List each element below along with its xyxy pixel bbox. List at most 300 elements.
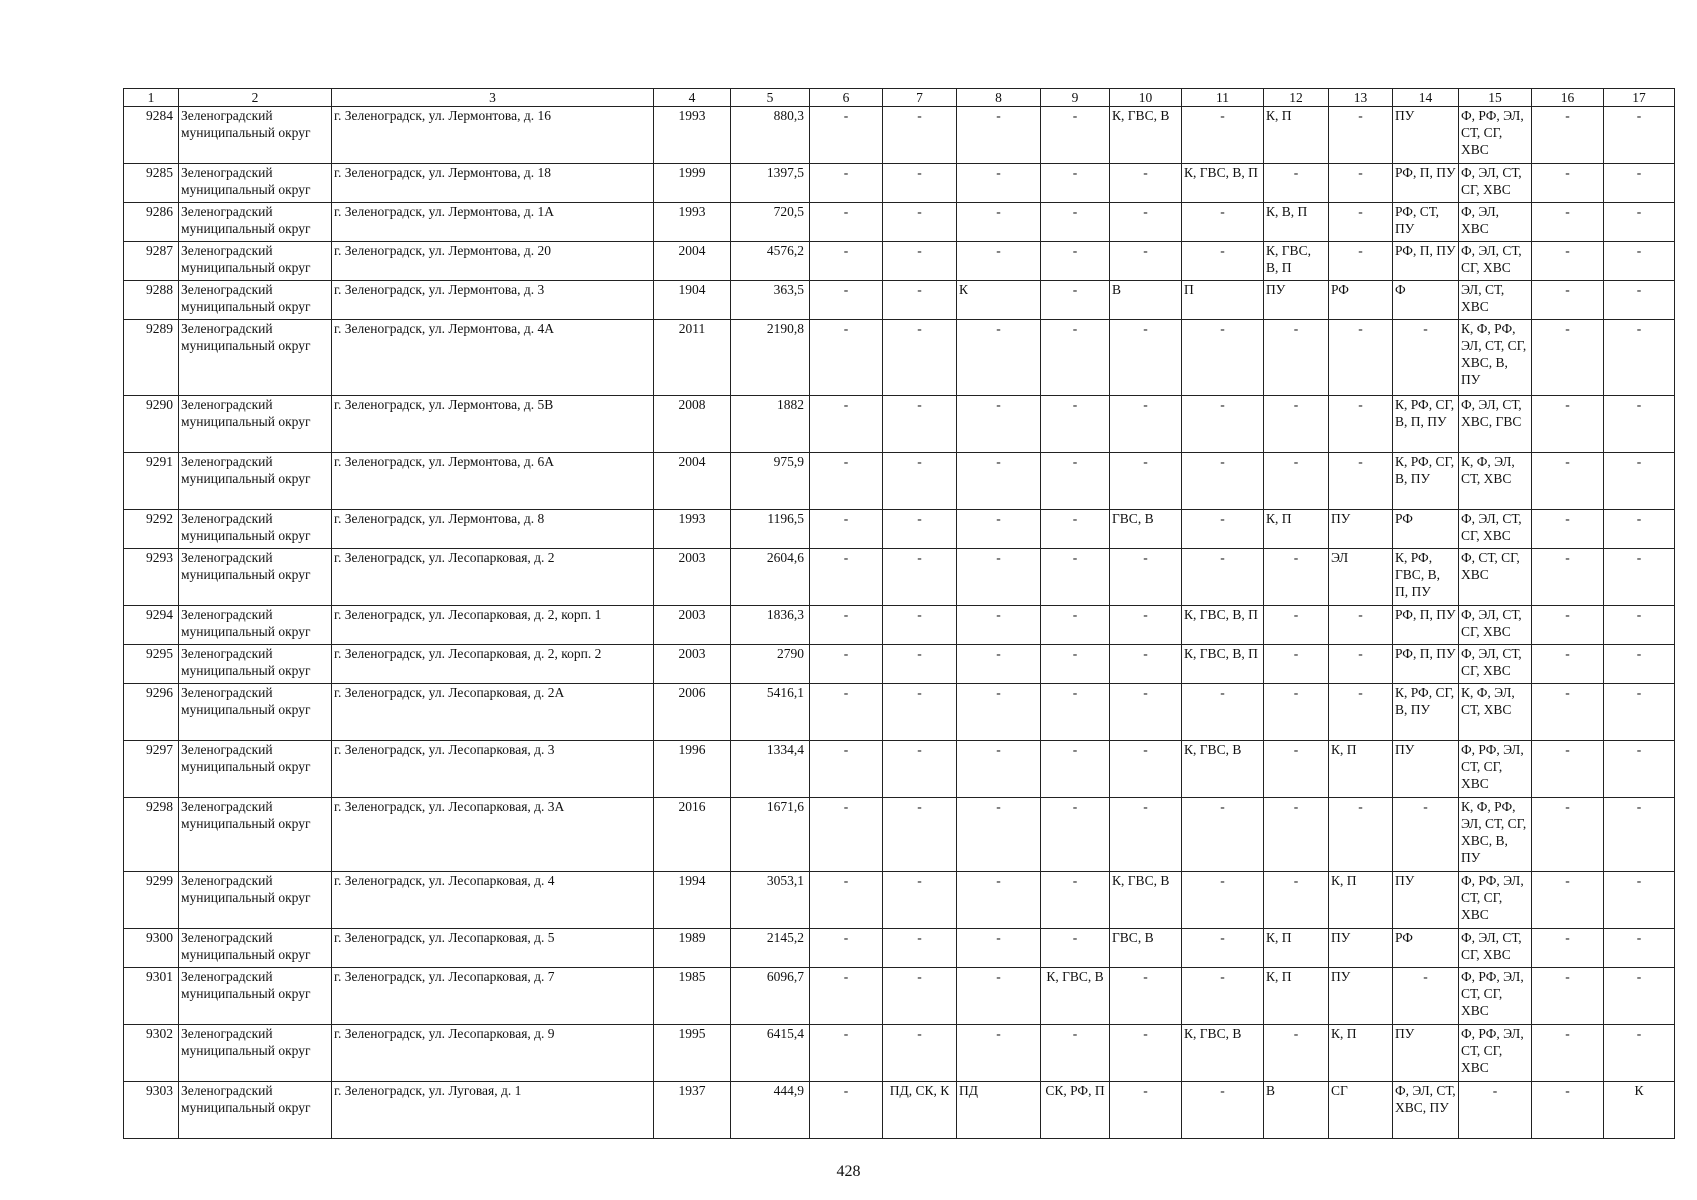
table-row [124,242,1675,281]
table-cell: 2008 [654,396,731,453]
table-cell: 9290 [124,396,179,453]
table-cell: - [957,606,1041,645]
table-cell: - [1264,684,1329,741]
table-cell: - [1110,396,1182,453]
table-cell: Зеленоградский муниципальный округ [179,396,332,453]
table-cell: - [810,1082,883,1139]
table-cell: К, П [1264,929,1329,968]
table-cell: Ф, ЭЛ, СТ, СГ, ХВС [1459,164,1532,203]
table-cell: Зеленоградский муниципальный округ [179,453,332,510]
table-cell: - [957,242,1041,281]
table-cell: ПУ [1264,281,1329,320]
table-cell: Ф, ЭЛ, СТ, СГ, ХВС [1459,929,1532,968]
table-cell: - [810,684,883,741]
table-cell: - [957,320,1041,396]
table-cell: 1996 [654,741,731,798]
table-cell: Зеленоградский муниципальный округ [179,645,332,684]
table-cell: г. Зеленоградск, ул. Лермонтова, д. 5В [332,396,654,453]
table-cell: - [883,606,957,645]
table-cell: Ф, РФ, ЭЛ, СТ, СГ, ХВС [1459,107,1532,164]
table-cell: - [1329,798,1393,872]
table-cell: 1882 [731,396,810,453]
table-cell: г. Зеленоградск, ул. Лермонтова, д. 18 [332,164,654,203]
table-cell: - [1393,320,1459,396]
table-cell: - [1182,203,1264,242]
table-cell: - [1532,453,1604,510]
table-cell: Зеленоградский муниципальный округ [179,164,332,203]
table-cell: - [1264,798,1329,872]
table-cell: 9294 [124,606,179,645]
table-cell: - [957,164,1041,203]
table-cell: ПУ [1393,872,1459,929]
table-cell: Зеленоградский муниципальный округ [179,741,332,798]
table-cell: - [1264,872,1329,929]
table-cell: К, П [1329,872,1393,929]
table-cell: Ф, ЭЛ, СТ, ХВС, ГВС [1459,396,1532,453]
table-cell: - [957,107,1041,164]
table-cell: - [1264,645,1329,684]
table-cell: - [883,320,957,396]
table-cell: 1989 [654,929,731,968]
table-cell: - [1604,164,1675,203]
table-cell: СК, РФ, П [1041,1082,1110,1139]
table-cell: Зеленоградский муниципальный округ [179,798,332,872]
table-cell: 9287 [124,242,179,281]
table-cell: ЭЛ, СТ, ХВС [1459,281,1532,320]
table-cell: - [957,645,1041,684]
table-cell: 9295 [124,645,179,684]
table-cell: - [1041,606,1110,645]
table-row [124,684,1675,741]
table-cell: - [883,741,957,798]
table-cell: - [1459,1082,1532,1139]
table-cell: - [957,872,1041,929]
table-cell: - [1182,510,1264,549]
table-cell: Ф, ЭЛ, ХВС [1459,203,1532,242]
table-cell: г. Зеленоградск, ул. Лесопарковая, д. 4 [332,872,654,929]
table-cell: - [1182,1082,1264,1139]
table-row [124,798,1675,872]
table-cell: - [1182,968,1264,1025]
table-cell: ПУ [1329,929,1393,968]
table-cell: 2790 [731,645,810,684]
table-cell: 2016 [654,798,731,872]
table-cell: - [1532,1025,1604,1082]
table-cell: - [1182,684,1264,741]
table-cell: - [1532,203,1604,242]
table-cell: г. Зеленоградск, ул. Лесопарковая, д. 7 [332,968,654,1025]
table-cell: - [1532,798,1604,872]
table-cell: - [883,1025,957,1082]
table-cell: - [810,1025,883,1082]
table-cell: К, РФ, СГ, В, П, ПУ [1393,396,1459,453]
table-cell: - [1532,645,1604,684]
table-cell: - [1264,320,1329,396]
table-cell: - [1329,396,1393,453]
table-cell: - [1532,606,1604,645]
table-cell: - [957,968,1041,1025]
table-cell: 2604,6 [731,549,810,606]
table-cell: - [1532,968,1604,1025]
table-cell: - [1182,396,1264,453]
table-row [124,741,1675,798]
table-cell: - [1264,606,1329,645]
table-cell: - [957,798,1041,872]
table-cell: 9288 [124,281,179,320]
table-cell: К, РФ, СГ, В, ПУ [1393,684,1459,741]
table-cell: Ф, ЭЛ, СТ, ХВС, ПУ [1393,1082,1459,1139]
table-cell: Зеленоградский муниципальный округ [179,107,332,164]
table-cell: - [1329,107,1393,164]
table-cell: - [1604,929,1675,968]
table-cell: - [883,872,957,929]
table-cell: г. Зеленоградск, ул. Лесопарковая, д. 3А [332,798,654,872]
column-header: 16 [1532,89,1604,107]
table-cell: - [1182,320,1264,396]
table-cell: 1993 [654,510,731,549]
table-cell: - [1604,798,1675,872]
table-cell: - [1604,645,1675,684]
column-header: 17 [1604,89,1675,107]
table-cell: - [1604,606,1675,645]
table-cell: РФ, П, ПУ [1393,645,1459,684]
table-cell: - [1329,203,1393,242]
table-cell: - [1604,684,1675,741]
table-cell: - [810,242,883,281]
table-cell: - [1329,606,1393,645]
table-cell: - [1264,741,1329,798]
table-cell: - [1041,164,1110,203]
table-cell: - [1110,798,1182,872]
table-cell: - [1532,684,1604,741]
table-cell: В [1264,1082,1329,1139]
table-cell: г. Зеленоградск, ул. Лесопарковая, д. 2 [332,549,654,606]
table-row [124,872,1675,929]
table-cell: 9284 [124,107,179,164]
table-cell: 5416,1 [731,684,810,741]
table-cell: - [1041,396,1110,453]
table-cell: К, Ф, РФ, ЭЛ, СТ, СГ, ХВС, В, ПУ [1459,320,1532,396]
table-cell: - [1041,929,1110,968]
table-cell: 363,5 [731,281,810,320]
table-cell: - [1604,1025,1675,1082]
table-cell: В [1110,281,1182,320]
table-cell: г. Зеленоградск, ул. Лермонтова, д. 4А [332,320,654,396]
table-cell: 720,5 [731,203,810,242]
registry-table [123,88,1675,1139]
table-cell: г. Зеленоградск, ул. Лермонтова, д. 3 [332,281,654,320]
column-header: 13 [1329,89,1393,107]
table-cell: ПУ [1393,741,1459,798]
table-cell: - [1532,107,1604,164]
table-cell: - [810,549,883,606]
table-cell: - [1264,164,1329,203]
table-cell: - [957,684,1041,741]
table-cell: Зеленоградский муниципальный округ [179,1082,332,1139]
table-cell: - [1532,242,1604,281]
table-cell: - [883,107,957,164]
table-cell: - [883,798,957,872]
table-cell: 4576,2 [731,242,810,281]
table-cell: Зеленоградский муниципальный округ [179,872,332,929]
table-cell: - [810,510,883,549]
table-cell: - [1041,242,1110,281]
table-cell: - [1393,968,1459,1025]
table-cell: Зеленоградский муниципальный округ [179,606,332,645]
table-cell: - [1041,453,1110,510]
table-cell: - [1264,396,1329,453]
table-cell: Ф, СТ, СГ, ХВС [1459,549,1532,606]
table-cell: К, ГВС, В [1182,1025,1264,1082]
table-cell: Ф [1393,281,1459,320]
table-cell: - [1041,741,1110,798]
column-header: 6 [810,89,883,107]
table-cell: г. Зеленоградск, ул. Лермонтова, д. 1А [332,203,654,242]
table-cell: 1334,4 [731,741,810,798]
table-cell: - [1110,320,1182,396]
table-cell: - [957,453,1041,510]
table-cell: - [883,549,957,606]
table-cell: - [810,645,883,684]
table-cell: Зеленоградский муниципальный округ [179,203,332,242]
table-cell: 6096,7 [731,968,810,1025]
table-cell: 9303 [124,1082,179,1139]
table-cell: 2145,2 [731,929,810,968]
table-cell: Зеленоградский муниципальный округ [179,1025,332,1082]
table-cell: - [883,242,957,281]
table-cell: - [810,453,883,510]
table-cell: - [1604,872,1675,929]
table-cell: - [810,929,883,968]
header-row [124,89,1675,107]
table-cell: - [1110,684,1182,741]
table-cell: 1671,6 [731,798,810,872]
table-cell: 2190,8 [731,320,810,396]
table-row [124,281,1675,320]
table-cell: - [1532,320,1604,396]
table-cell: - [957,510,1041,549]
column-header: 14 [1393,89,1459,107]
table-cell: - [1041,107,1110,164]
table-cell: 1397,5 [731,164,810,203]
table-cell: К, ГВС, В [1041,968,1110,1025]
table-cell: г. Зеленоградск, ул. Лермонтова, д. 20 [332,242,654,281]
table-row [124,929,1675,968]
table-cell: г. Зеленоградск, ул. Лермонтова, д. 8 [332,510,654,549]
table-cell: - [883,453,957,510]
table-cell: К, Ф, РФ, ЭЛ, СТ, СГ, ХВС, В, ПУ [1459,798,1532,872]
table-cell: 9301 [124,968,179,1025]
table-cell: К, ГВС, В, П [1182,606,1264,645]
table-cell: К, ГВС, В, П [1182,164,1264,203]
table-cell: - [810,320,883,396]
table-cell: - [1182,107,1264,164]
table-cell: - [1110,968,1182,1025]
table-cell: РФ, П, ПУ [1393,242,1459,281]
table-cell: ПУ [1329,968,1393,1025]
table-cell: Ф, РФ, ЭЛ, СТ, СГ, ХВС [1459,741,1532,798]
table-cell: - [1329,164,1393,203]
table-cell: - [1604,549,1675,606]
table-cell: - [1041,281,1110,320]
column-header: 5 [731,89,810,107]
table-cell: Зеленоградский муниципальный округ [179,549,332,606]
table-cell: - [1182,242,1264,281]
table-cell: - [1329,320,1393,396]
table-cell: Зеленоградский муниципальный округ [179,510,332,549]
table-cell: 9286 [124,203,179,242]
table-cell: - [1041,320,1110,396]
table-cell: 9285 [124,164,179,203]
table-cell: 2011 [654,320,731,396]
table-cell: 9302 [124,1025,179,1082]
table-cell: - [1604,242,1675,281]
table-cell: - [957,203,1041,242]
table-cell: - [1532,549,1604,606]
table-cell: Ф, ЭЛ, СТ, СГ, ХВС [1459,242,1532,281]
table-cell: - [1604,320,1675,396]
table-cell: - [1532,741,1604,798]
table-cell: К, П [1264,510,1329,549]
table-cell: 9298 [124,798,179,872]
table-cell: 1196,5 [731,510,810,549]
table-cell: - [810,164,883,203]
table-cell: г. Зеленоградск, ул. Лесопарковая, д. 2А [332,684,654,741]
table-cell: - [1110,741,1182,798]
table-cell: 1904 [654,281,731,320]
table-cell: К, РФ, СГ, В, ПУ [1393,453,1459,510]
table-cell: 1836,3 [731,606,810,645]
table-cell: - [883,645,957,684]
table-cell: 1985 [654,968,731,1025]
table-cell: - [1041,872,1110,929]
table-cell: 1995 [654,1025,731,1082]
table-cell: Зеленоградский муниципальный округ [179,684,332,741]
column-header: 7 [883,89,957,107]
table-cell: - [1110,549,1182,606]
table-cell: 2004 [654,242,731,281]
table-cell: Зеленоградский муниципальный округ [179,242,332,281]
table-cell: г. Зеленоградск, ул. Лесопарковая, д. 3 [332,741,654,798]
table-cell: - [1604,281,1675,320]
table-cell: 2004 [654,453,731,510]
column-header: 3 [332,89,654,107]
table-cell: - [810,872,883,929]
table-cell: г. Зеленоградск, ул. Лермонтова, д. 16 [332,107,654,164]
table-cell: К, ГВС, В [1110,107,1182,164]
table-row [124,606,1675,645]
table-cell: РФ, П, ПУ [1393,606,1459,645]
table-cell: - [1532,510,1604,549]
table-cell: - [1329,242,1393,281]
table-cell: РФ, П, ПУ [1393,164,1459,203]
column-header: 10 [1110,89,1182,107]
table-cell: РФ, СТ, ПУ [1393,203,1459,242]
table-cell: К, ГВС, В, П [1264,242,1329,281]
column-header: 15 [1459,89,1532,107]
table-cell: - [1264,453,1329,510]
table-row [124,510,1675,549]
column-header: 4 [654,89,731,107]
table-cell: Ф, ЭЛ, СТ, СГ, ХВС [1459,606,1532,645]
table-cell: К, ГВС, В [1182,741,1264,798]
table-cell: - [810,107,883,164]
table-cell: - [883,164,957,203]
table-cell: Ф, ЭЛ, СТ, СГ, ХВС [1459,645,1532,684]
table-cell: 880,3 [731,107,810,164]
table-cell: 1993 [654,203,731,242]
table-row [124,320,1675,396]
table-cell: - [1264,1025,1329,1082]
table-cell: - [1604,510,1675,549]
table-cell: - [957,396,1041,453]
table-cell: 1994 [654,872,731,929]
table-cell: - [1041,549,1110,606]
table-cell: - [883,281,957,320]
table-cell: - [1110,645,1182,684]
table-cell: 1993 [654,107,731,164]
table-cell: - [1041,510,1110,549]
table-cell: г. Зеленоградск, ул. Лесопарковая, д. 2, корп. 2 [332,645,654,684]
table-cell: - [1604,396,1675,453]
table-cell: ПУ [1393,107,1459,164]
table-cell: К, ГВС, В [1110,872,1182,929]
table-cell: - [1532,281,1604,320]
column-header: 11 [1182,89,1264,107]
table-cell: - [1182,453,1264,510]
table-row [124,107,1675,164]
table-cell: 2003 [654,606,731,645]
table-cell: г. Зеленоградск, ул. Лесопарковая, д. 5 [332,929,654,968]
table-cell: 975,9 [731,453,810,510]
table-row [124,968,1675,1025]
table-cell: - [1604,203,1675,242]
table-cell: - [883,203,957,242]
table-cell: ПД [957,1082,1041,1139]
table-row [124,1082,1675,1139]
column-header: 8 [957,89,1041,107]
table-cell: - [1182,872,1264,929]
table-cell: - [810,606,883,645]
table-cell: - [957,1025,1041,1082]
table-cell: - [1604,968,1675,1025]
table-cell: - [957,929,1041,968]
table-cell: РФ [1329,281,1393,320]
table-row [124,453,1675,510]
table-cell: Зеленоградский муниципальный округ [179,320,332,396]
table-cell: - [1110,242,1182,281]
table-cell: - [1110,1025,1182,1082]
table-cell: Зеленоградский муниципальный округ [179,929,332,968]
table-cell: 2003 [654,549,731,606]
column-header: 1 [124,89,179,107]
table-cell: - [1532,872,1604,929]
table-cell: РФ [1393,510,1459,549]
table-row [124,645,1675,684]
table-cell: ПУ [1329,510,1393,549]
table-cell: - [957,741,1041,798]
table-cell: - [1604,107,1675,164]
table-cell: - [810,396,883,453]
table-cell: К, ГВС, В, П [1182,645,1264,684]
table-cell: - [810,281,883,320]
table-cell: 9292 [124,510,179,549]
page-number: 428 [836,1163,861,1180]
table-cell: 2006 [654,684,731,741]
table-cell: 9291 [124,453,179,510]
table-cell: К, П [1329,1025,1393,1082]
table-cell: Зеленоградский муниципальный округ [179,968,332,1025]
